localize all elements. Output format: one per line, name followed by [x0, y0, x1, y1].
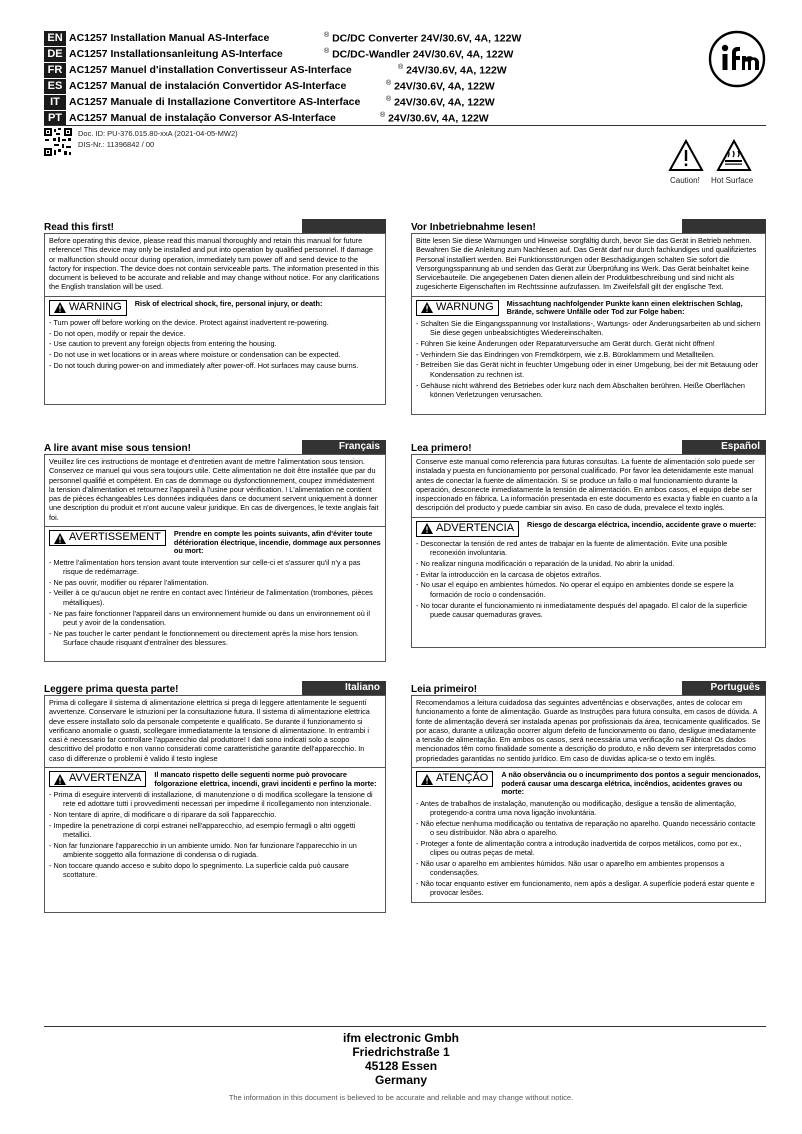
section-fr — [44, 440, 386, 662]
footer-divider — [44, 1026, 766, 1027]
section-intro: Prima di collegare il sistema di alimentazione elettrica si prega di leggere attentamente le seguenti avvertenze. Conservare le istruzioni per la consultazione futura. Il sistema di alimentazione elettrica deve essere installato solo da personale competente e qualificato. Se durante il funzionamento si verificano anomalie o guasti, scollegare immediatamente la tensione di alimentazione. In entrambi i casi è necessario far controllare l'apparecchio dal produttore! I dati sono indicati solo a scopo descrittivo del prodotto e non vanno considerati come caratteristiche garantite dell'apparecchio. In caso di differenze o problemi è valido il testo inglese — [45, 696, 385, 768]
doc-id: Doc. ID: PU-376.015.80-xxA (2021-04-05-MW2) — [78, 129, 238, 138]
warning-text: Riesgo de descarga eléctrica, incendio, accidente grave o muerte: — [527, 519, 757, 529]
language-tag: Français — [302, 440, 386, 454]
hot-surface-label: Hot Surface — [711, 176, 754, 185]
list-item: - Gehäuse nicht während des Betriebes oder kurz nach dem Abschalten berühren. Heiße Oberflächen können Verletzungen verursachen. — [416, 381, 761, 400]
list-item: - Verhindern Sie das Eindringen von Fremdkörpern, wie z.B. Büroklammern und Metallteilen. — [416, 350, 761, 359]
list-item: - Ne pas ouvrir, modifier ou réparer l'alimentation. — [49, 578, 381, 587]
warning-icon — [421, 774, 433, 785]
list-item: - No tocar durante el funcionamiento ni inmediatamente después del apagado. El calor de la superficie puede causar quemaduras graves. — [416, 601, 761, 620]
product-desc: ® 24V/30.6V, 4A, 122W — [386, 95, 495, 109]
list-item: - Ne pas faire fonctionner l'appareil dans un environnement humide ou dans un environnement où il peut y avoir de la condensation. — [49, 609, 381, 628]
list-item: - Prima di eseguire interventi di installazione, di manutenzione o di modifica scollegare la tensione di rete ed adottare tutti i provvedimenti necessari per impedirne il ricollegamento non intenzionale. — [49, 790, 381, 809]
warning-badge: ATENÇÃO — [416, 771, 493, 787]
warning-list — [416, 319, 761, 399]
section-intro: Before operating this device, please read this manual thoroughly and retain this manual for future reference! This device may only be installed and put into operation by qualified personnel. If damage or malfunction should occur during operation, immediately turn power off and send device to the factory for inspection. The device does not contain serviceable parts. The information presented in this document is believed to be accurate and reliable and may change without notice. For any clarifications the English translation will be used. — [45, 234, 385, 297]
language-tag — [302, 219, 386, 233]
footer-disclaimer: The information in this document is believed to be accurate and reliable and may change without notice. — [228, 1093, 574, 1102]
company-name: ifm electronic Gmbh — [342, 1031, 460, 1045]
company-address — [0, 1031, 802, 1087]
list-item: - Evitar la introducción en la carcasa de objetos extraños. — [416, 570, 761, 579]
section-intro: Bitte lesen Sie diese Warnungen und Hinweise sorgfältig durch, bevor Sie das Gerät in Betrieb nehmen. Bewahren Sie die Anleitung zum Nachlesen auf. Das Gerät darf nur durch fachkundiges und qualifiziertes Personal installiert werden. Bei Funktionsstörungen oder Beschädigungen schalten Sie sofort die Versorgungsspannung ab und senden das Gerät zur Überprüfung ins Werk. Das Gerät beinhaltet keine Servicebauteile. Die angegebenen Daten dienen allein der Produktbeschreibung und sind nicht als zugesicherte Eigenschaften im Rechtssinne aufzufassen. Im Zweifelsfall gilt der englische Text. — [412, 234, 765, 297]
list-item: - Ne pas toucher le carter pendant le fonctionnement ou directement après la mise hors tension. Surface chaude risquant d'entraîner des blessures. — [49, 629, 381, 648]
language-tag: Português — [682, 681, 766, 695]
section-intro: Veuillez lire ces instructions de montage et d'entretien avant de mettre l'alimentation sous tension. Conservez ce manuel qui vous sera toujours utile. Cette alimentation ne doit être installée que par du personnel qualifié et compétent. En cas de dommage ou dysfonctionnement, coupez immédiatement la tension d'alimentation et retournez l'appareil à l'usine pour vérification. ! L'alimentation ne contient pas de pièces échangeables Les données indiquées dans ce document servent uniquement à donner une description du produit et n'ont aucune valeur juridique. En cas de divergences, le texte anglais fait foi. — [45, 455, 385, 527]
lang-badge: EN — [44, 31, 66, 46]
list-item: - Do not touch during power-on and immediately after power-off. Hot surfaces may cause burns. — [49, 361, 381, 370]
section-title: Vor Inbetriebnahme lesen! — [411, 222, 536, 233]
section-intro: Recomendamos a leitura cuidadosa das seguintes advertências e observações, antes de colocar em funcionamento a fonte de alimentação. Guarde as Instruções para futura consulta, em casos de dúvida. A fonte de alimentação deverá ser instalada apenas por profissionais da área, tecnicamente qualificados. Se por acaso, durante a utilização ocorrer algum defeito de funcionamento ou dano, desligue imediatamente a tensão de alimentação. Em ambos os casos, será necessária uma verificação na Fábrica! Os dados mencionados têm como finalidade somente a descrição do produto, e não devem ser interpretados como propriedades garantidas no sentido jurídico. Em caso de duvidas aplica-se o texto em inglês. — [412, 696, 765, 768]
manual-title: AC1257 Manuel d'installation Convertisseur AS-Interface — [69, 64, 352, 76]
warning-badge: ADVERTENCIA — [416, 521, 519, 537]
product-desc: ® 24V/30.6V, 4A, 122W — [398, 63, 507, 77]
warning-icon — [421, 302, 433, 313]
section-it — [44, 681, 386, 913]
list-item: - Non far funzionare l'apparecchio in un ambiente umido. Non far funzionare l'apparecchio in un ambiente soggetto alla formazione di condensa o di rugiada. — [49, 841, 381, 860]
list-item: - Não tocar enquanto estiver em funcionamento, nem após a desligar. A superfície poderá estar quente e provocar lesões. — [416, 879, 761, 898]
warning-text: A não observância ou o incumprimento dos pontos a seguir mencionados, poderá causar uma descarga elétrica, incêndios, acidentes graves ou morte: — [501, 770, 761, 797]
qr-code-icon — [44, 128, 72, 156]
list-item: - Use caution to prevent any foreign objects from entering the housing. — [49, 339, 381, 348]
list-item: - No usar el equipo en ambientes húmedos. No operar el equipo en ambientes donde se espere la formación de rocío o condensación. — [416, 580, 761, 599]
manual-title: AC1257 Manual de instalación Convertidor AS-Interface — [69, 80, 347, 92]
lang-badge: FR — [44, 63, 66, 78]
list-item: - Do not open, modify or repair the device. — [49, 329, 381, 338]
warning-text: Missachtung nachfolgender Punkte kann einen elektrischen Schlag, Brände, schwere Unfälle oder Tod zur Folge haben: — [506, 298, 743, 317]
list-item: - Schalten Sie die Eingangsspannung vor Installations-, Wartungs- oder Änderungsarbeiten ab und sichern Sie diese gegen unbeabsichtigtes Wiedereinschalten. — [416, 319, 761, 338]
header-row-fr — [44, 62, 604, 78]
warning-badge: WARNING — [49, 300, 127, 316]
header-row-es — [44, 78, 604, 94]
warning-list — [416, 539, 761, 619]
list-item: - Do not use in wet locations or in areas where moisture or condensation can be expected. — [49, 350, 381, 359]
header-title-block — [44, 30, 604, 126]
warning-list — [49, 318, 381, 370]
section-pt — [411, 681, 766, 903]
section-title: Leggere prima questa parte! — [44, 684, 179, 695]
product-desc: ® DC/DC-Wandler 24V/30.6V, 4A, 122W — [324, 47, 514, 61]
list-item: - Betreiben Sie das Gerät nicht in feuchter Umgebung oder in einer Umgebung, bei der mit Betauung oder Kondensation zu rechnen ist. — [416, 360, 761, 379]
lang-badge: PT — [44, 111, 66, 126]
section-title: Read this first! — [44, 222, 115, 233]
header-row-it — [44, 94, 604, 110]
list-item: - Desconectar la tensión de red antes de trabajar en la fuente de alimentación. Evite una posible reconexión involuntaria. — [416, 539, 761, 558]
warning-badge: AVVERTENZA — [49, 771, 146, 787]
warning-text: Prendre en compte les points suivants, afin d'éviter toute détérioration électrique, incendie, dommage aux personnes ou mort: — [173, 529, 381, 556]
caution-label: Caution! — [670, 176, 700, 185]
warning-text: Risk of electrical shock, fire, personal injury, or death: — [134, 298, 323, 308]
list-item: - Veiller à ce qu'aucun objet ne rentre en contact avec l'intérieur de l'alimentation (trombones, pièces métalliques). — [49, 588, 381, 607]
header-divider — [44, 125, 766, 126]
list-item: - Não efectue nenhuma modificação ou tentativa de reparação no aparelho. Quando necessário contacte o seu distribuidor. Não abra o aparelho. — [416, 819, 761, 838]
manual-title: AC1257 Installation Manual AS-Interface — [69, 32, 270, 44]
warning-text: Il mancato rispetto delle seguenti norme può provocare folgorazione elettrica, incendi, gravi incidenti e perfino la morte: — [154, 770, 377, 788]
list-item: - Antes de trabalhos de instalação, manutenção ou modificação, desligue a tensão de alimentação, protegendo-a contra uma nova ligação involuntária. — [416, 799, 761, 818]
warning-badge: AVERTISSEMENT — [49, 530, 166, 546]
street: Friedrichstraße 1 — [352, 1045, 450, 1059]
warning-icon — [54, 774, 66, 785]
manual-title: AC1257 Installationsanleitung AS-Interface — [69, 48, 283, 60]
city: 45128 Essen — [364, 1059, 438, 1073]
lang-badge: DE — [44, 47, 66, 62]
language-tag — [682, 219, 766, 233]
warning-icon — [54, 302, 66, 313]
warning-list — [416, 799, 761, 898]
language-tag: Español — [682, 440, 766, 454]
section-title: A lire avant mise sous tension! — [44, 443, 191, 454]
list-item: - Impedire la penetrazione di corpi estranei nell'apparecchio, ad esempio fermagli o altri oggetti metallici. — [49, 821, 381, 840]
section-de — [411, 219, 766, 415]
warning-icon — [54, 533, 66, 544]
country: Germany — [374, 1073, 428, 1087]
list-item: - No realizar ninguna modificación o reparación de la unidad. No abrir la unidad. — [416, 559, 761, 568]
list-item: - Non toccare quando acceso e subito dopo lo spegnimento. La superficie calda può causare scottature. — [49, 861, 381, 880]
section-en — [44, 219, 386, 405]
list-item: - Führen Sie keine Änderungen oder Reparaturversuche am Gerät durch. Gerät nicht öffnen! — [416, 339, 761, 348]
section-es — [411, 440, 766, 648]
header-row-en — [44, 30, 604, 46]
section-intro: Conserve este manual como referencia para futuras consultas. La fuente de alimentación solo puede ser instalada y puesta en funcionamiento por personal cualificado. Por favor lea detenidamente este manual antes de conectar la fuente de alimentación. Si se produce un fallo o mal funcionamiento durante la operación, desconecte inmediatamente la tensión de alimentación. En ambos casos, el equipo debe ser inspeccionado en fábrica. La información presentada en este documento es exacta y fiable en cuanto a la descripción del producto y puede cambiar sin aviso. En caso de duda, prevalece el texto inglés. — [412, 455, 765, 518]
warning-list — [49, 790, 381, 880]
section-title: Leia primeiro! — [411, 684, 478, 695]
language-tag: Italiano — [302, 681, 386, 695]
product-desc: ® DC/DC Converter 24V/30.6V, 4A, 122W — [324, 31, 522, 45]
list-item: - Não usar o aparelho em ambientes húmidos. Não usar o aparelho em ambientes propensos a condensações. — [416, 859, 761, 878]
product-desc: ® 24V/30.6V, 4A, 122W — [380, 111, 489, 125]
section-title: Lea primero! — [411, 443, 472, 454]
list-item: - Proteger a fonte de alimentação contra a introdução inadvertida de corpos metálicos, como por ex., clipes ou outras peças de metal. — [416, 839, 761, 858]
manual-title: AC1257 Manuale di Installazione Convertitore AS-Interface — [69, 96, 361, 108]
warning-icon — [421, 523, 433, 534]
product-desc: ® 24V/30.6V, 4A, 122W — [386, 79, 495, 93]
document-id-block — [78, 128, 238, 150]
lang-badge: ES — [44, 79, 66, 94]
manual-title: AC1257 Manual de instalação Conversor AS-Interface — [69, 112, 336, 124]
list-item: - Mettre l'alimentation hors tension avant toute intervention sur celle-ci et s'assurer qu'il n'y a pas risque de redémarrage. — [49, 558, 381, 577]
header-row-pt — [44, 110, 604, 126]
header-row-de — [44, 46, 604, 62]
list-item: - Non tentare di aprire, di modificare o di riparare da soli l'apparecchio. — [49, 810, 381, 819]
warning-list — [49, 558, 381, 648]
lang-badge: IT — [44, 95, 66, 110]
warning-badge: WARNUNG — [416, 300, 499, 316]
ifm-logo — [708, 30, 766, 88]
list-item: - Turn power off before working on the device. Protect against inadvertent re-powering. — [49, 318, 381, 327]
dis-nr: DIS-Nr.: 11396842 / 00 — [78, 140, 155, 149]
